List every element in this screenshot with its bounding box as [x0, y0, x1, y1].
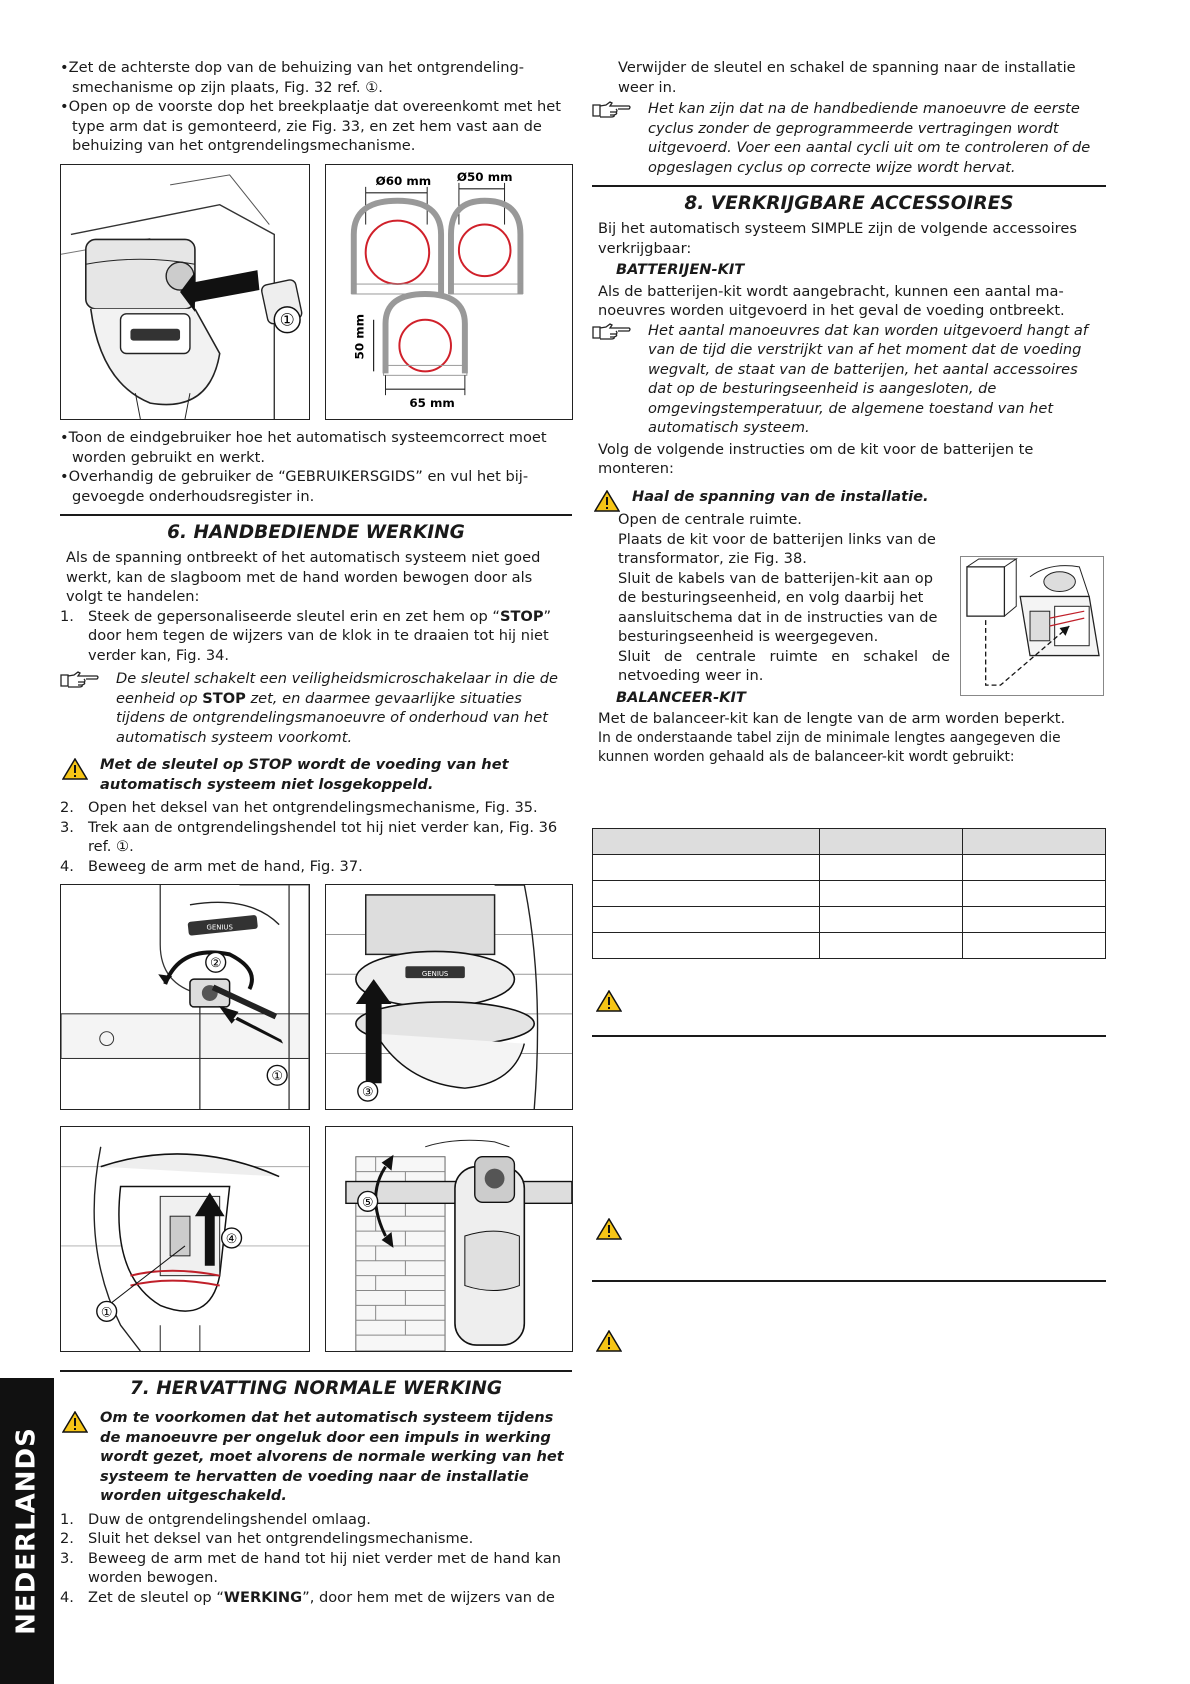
pointing-hand-icon	[60, 671, 100, 689]
divider	[592, 1280, 1106, 1282]
table-cell	[963, 881, 1106, 907]
battery-steps	[592, 510, 950, 686]
section-7-title: 7. HERVATTING NORMALE WERKING	[60, 1370, 572, 1404]
step-text: Open het deksel van het ontgrendelingsmechanisme, Fig. 35.	[88, 799, 538, 816]
table-cell	[963, 907, 1106, 933]
battery-kit-follow: Volg de volgende instructies om de kit voor de batterijen te monteren:	[598, 440, 1034, 477]
figure-38	[960, 556, 1104, 696]
section-6-intro: Als de spanning ontbreekt of het automatisch systeem niet goed werkt, kan de slagboom met de hand worden bewogen door als volgt te handelen:	[66, 549, 541, 605]
step-text: Sluit het deksel van het ontgrendelingsmechanisme.	[88, 1530, 474, 1547]
fig32-illustration	[61, 165, 309, 419]
pointing-hand-icon	[592, 101, 632, 119]
step-number: 2.	[60, 1530, 74, 1547]
section-7-steps	[60, 1510, 572, 1608]
table-row	[593, 855, 1106, 881]
language-tab-label: NEDERLANDS	[11, 1427, 42, 1635]
fig34-ref-2: ②	[209, 956, 222, 972]
step-text: Trek aan de ontgrendelingshendel tot hij niet verder kan, Fig. 36 ref. ①.	[88, 818, 558, 855]
table-row	[593, 881, 1106, 907]
step-number: 3.	[60, 1549, 74, 1567]
table-cell	[963, 855, 1106, 881]
brand-plate: GENIUS	[421, 970, 449, 979]
step-number: 3.	[60, 818, 74, 836]
left-column	[60, 58, 572, 156]
section-6-steps	[60, 798, 572, 876]
balance-kit-text: Met de balanceer-kit kan de lengte van de arm worden beperkt.	[598, 710, 1066, 727]
table-header-row	[593, 829, 1106, 855]
warning-text: Haal de spanning van de installatie.	[632, 487, 929, 505]
table-cell	[820, 855, 963, 881]
note-text: Het aantal manoeuvres dat kan worden uitgevoerd hangt af van de tijd die verstrijkt van af het moment dat de voeding wegvalt, de staat van de batterijen, het aantal accessoires dat op de besturingseenheid is aangesloten, de omgevingstemperatuur, de algemene toestand van het automatisch systeem.	[648, 321, 1088, 436]
section-7-step	[60, 1529, 572, 1549]
battery-step: Plaats de kit voor de batterijen links van de transformator, zie Fig. 38.	[618, 530, 936, 567]
note-text: Het kan zijn dat na de handbediende manoeuvre de eerste cyclus zonder de geprogrammeerde vertragingen wordt uitgevoerd. Voer een aantal cycli uit om te controleren of de opgeslagen cyclus op correcte wijze wordt hervat.	[648, 100, 1091, 176]
note-text: De sleutel schakelt een veiligheidsmicroschakelaar in die de eenheid op	[116, 670, 559, 707]
divider	[592, 1035, 1106, 1037]
section-6-title: 6. HANDBEDIENDE WERKING	[60, 514, 572, 548]
right-note-1	[592, 99, 1106, 177]
figure-36	[60, 1126, 310, 1352]
step-number: 2.	[60, 799, 74, 816]
figure-34	[60, 884, 310, 1110]
battery-kit-text: Als de batterijen-kit wordt aangebracht, kunnen een aantal manoeuvres worden uitgevoerd in het geval de voeding ontbreekt.	[598, 282, 1065, 319]
step-number: 4.	[60, 857, 74, 875]
battery-warning	[592, 487, 1106, 507]
balance-kit-heading: BALANCEER-KIT	[616, 688, 746, 706]
warning-icon	[596, 1330, 622, 1352]
step-text: Beweeg de arm met de hand, Fig. 37.	[88, 857, 363, 875]
battery-step: Sluit de kabels van de batterijen-kit aan op de besturingseenheid, en volg daarbij het aansluitschema dat in de instructies van de besturingseenheid is weergegeven.	[618, 569, 938, 645]
section-6-step	[60, 857, 572, 877]
step-number: 1.	[60, 607, 74, 625]
warning-icon	[596, 1218, 622, 1240]
table-cell	[593, 881, 820, 907]
fig34-ref-1: ①	[271, 1069, 283, 1085]
section-6-step	[60, 607, 572, 666]
fig33-diagram	[326, 165, 572, 419]
stop-keyword: STOP	[202, 689, 246, 707]
balance-kit-table-intro: In de onderstaande tabel zijn de minimale lengtes aangegeven die kunnen worden gehaald als de balanceer-kit wordt gebruikt:	[598, 729, 1061, 765]
fig36-ref-1: ①	[100, 1305, 113, 1321]
fig38-illustration	[961, 557, 1103, 695]
table-cell	[820, 933, 963, 959]
figure-32	[60, 164, 310, 420]
dim-50mm-height: 50 mm	[352, 313, 367, 360]
step-text: Beweeg de arm met de hand tot hij niet verder met de hand kan worden bewogen.	[88, 1549, 562, 1586]
pointing-hand-icon	[592, 323, 632, 341]
fig34-illustration	[61, 885, 309, 1109]
fig32-ref-label: ①	[279, 309, 295, 330]
section-7-step	[60, 1510, 572, 1530]
section-7-step	[60, 1549, 572, 1588]
intro-bullet: • Zet de achterste dop van de behuizing van het ontgrendelingsmechanisme op zijn plaats, Fig. 32 ref. ①.	[60, 58, 572, 97]
dim-60mm: Ø60 mm	[375, 173, 432, 188]
note-text-end: zet, en daarmee gevaarlijke situaties tijdens de ontgrendelingsmanoeuvre of onderhoud van het automatisch systeem voorkomt.	[116, 689, 548, 746]
table-cell	[820, 829, 963, 855]
fig35-ref-3: ③	[361, 1085, 374, 1101]
table-cell	[593, 855, 820, 881]
figure-35	[325, 884, 573, 1110]
section-7-warning	[60, 1408, 572, 1506]
table-row	[593, 933, 1106, 959]
battery-step: Sluit de centrale ruimte en schakel de netvoeding weer in.	[618, 647, 950, 684]
battery-kit-note	[592, 321, 1106, 438]
figure-37	[325, 1126, 573, 1352]
table-cell	[593, 933, 820, 959]
section-7-step	[60, 1588, 572, 1608]
table-cell	[593, 829, 820, 855]
section-6-warning	[60, 755, 572, 794]
warning-icon	[596, 990, 622, 1012]
table-cell	[963, 829, 1106, 855]
figure-33	[325, 164, 573, 420]
section-6-step	[60, 818, 572, 857]
brand-plate: GENIUS	[206, 923, 233, 932]
step-text: Duw de ontgrendelingshendel omlaag.	[88, 1510, 371, 1528]
table-cell	[593, 907, 820, 933]
battery-kit-heading: BATTERIJEN-KIT	[616, 261, 745, 278]
dim-65mm: 65 mm	[409, 396, 455, 411]
warning-text: Met de sleutel op STOP wordt de voeding van het automatisch systeem niet losgekoppeld.	[100, 756, 509, 793]
step-number: 1.	[60, 1510, 74, 1528]
fig36-illustration	[61, 1127, 309, 1351]
step-text: Zet de sleutel op “	[88, 1588, 224, 1606]
intro-bullet: • Open op de voorste dop het breekplaatje dat overeenkomt met het type arm dat is gemonteerd, zie Fig. 33, en zet hem vast aan de behuizing van het ontgrendelingsmechanisme.	[60, 97, 572, 156]
section-8-intro: Bij het automatisch systeem SIMPLE zijn de volgende accessoires verkrijgbaar:	[598, 220, 1077, 257]
step1-text-end: ” door hem tegen de wijzers van de klok in te draaien tot hij niet verder kan, Fig. 34.	[88, 607, 552, 664]
language-tab	[0, 1378, 54, 1684]
fig35-illustration	[326, 885, 572, 1109]
werking-keyword: WERKING	[223, 1588, 303, 1606]
stop-keyword: STOP	[499, 607, 544, 625]
table-row	[593, 907, 1106, 933]
table-cell	[963, 933, 1106, 959]
balance-kit-table	[592, 828, 1106, 959]
fig36-ref-4: ④	[225, 1231, 238, 1247]
warning-icon	[62, 758, 88, 780]
table-cell	[820, 881, 963, 907]
step-number: 4.	[60, 1588, 74, 1606]
dim-50mm: Ø50 mm	[456, 169, 513, 184]
continuation-text: Verwijder de sleutel en schakel de spanning naar de installatie weer in.	[618, 59, 1076, 96]
warning-text: Om te voorkomen dat het automatisch systeem tijdens de manoeuvre per ongeluk door een impuls in werking wordt gezet, moet alvorens de normale werking van het systeem te hervatten de voeding naar de installatie worden uitgeschakeld.	[100, 1409, 564, 1504]
battery-step: Open de centrale ruimte.	[618, 511, 802, 528]
left-column-part2	[60, 428, 572, 876]
step-text-end: ”, door hem met de wijzers van de	[302, 1588, 555, 1606]
handover-bullet: • Toon de eindgebruiker hoe het automatisch systeemcorrect moet worden gebruikt en werkt.	[60, 428, 572, 467]
warning-icon	[62, 1411, 88, 1433]
step1-text: Steek de gepersonaliseerde sleutel erin en zet hem op “	[88, 607, 500, 625]
section-6-step	[60, 798, 572, 818]
section-6-step1-list	[60, 607, 572, 666]
fig37-illustration	[326, 1127, 572, 1351]
section-6-note	[60, 669, 572, 747]
table-cell	[820, 907, 963, 933]
section-8-title: 8. VERKRIJGBARE ACCESSOIRES	[592, 185, 1106, 219]
warning-icon	[594, 490, 620, 512]
handover-bullet: • Overhandig de gebruiker de “GEBRUIKERSGIDS” en vul het bijgevoegde onderhoudsregister in.	[60, 467, 572, 506]
fig37-ref-5: ⑤	[361, 1195, 374, 1211]
left-column-part3	[60, 1370, 572, 1607]
